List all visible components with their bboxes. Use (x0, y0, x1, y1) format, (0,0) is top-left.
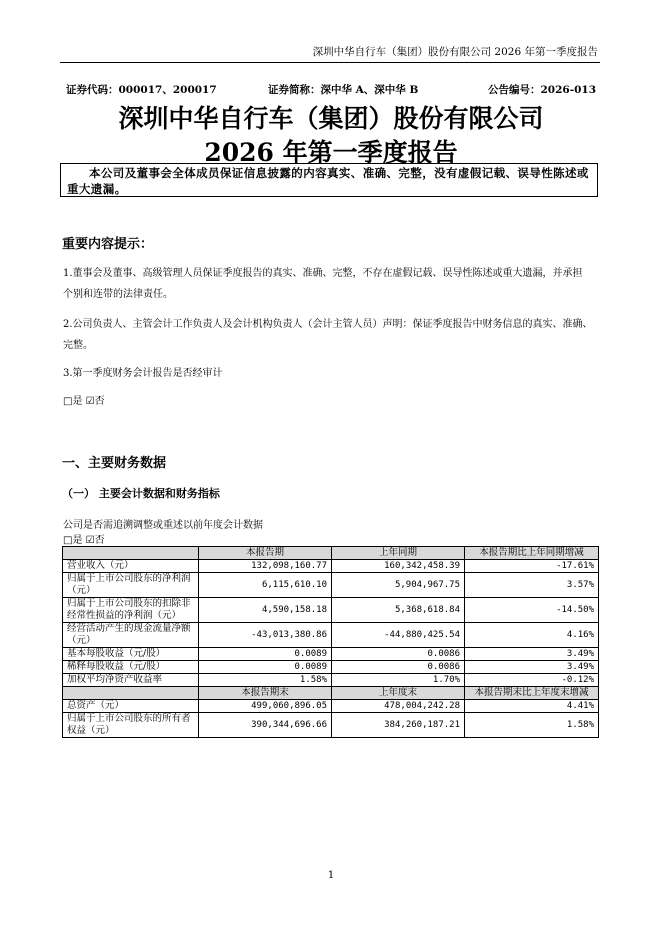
table-row (63, 648, 599, 661)
header-change: 本报告期末比上年度末增减 (465, 687, 599, 700)
stock-abbreviation: 证券简称：深中华 A、深中华 B (268, 84, 419, 96)
restate-checkbox: □是 ☑否 (63, 535, 105, 546)
running-header: 深圳中华自行车（集团）股份有限公司 2026 年第一季度报告 (312, 46, 598, 58)
current-value: 0.0089 (199, 648, 332, 661)
change-value: -14.50% (465, 598, 599, 623)
prior-value: 1.70% (332, 674, 465, 687)
change-value: 3.57% (465, 573, 599, 598)
important-item-1-line-2: 个别和连带的法律责任。 (63, 289, 173, 300)
prior-value: 0.0086 (332, 661, 465, 674)
table-row (63, 674, 599, 687)
prior-value: 160,342,458.39 (332, 560, 465, 573)
row-label: 总资产（元） (63, 700, 199, 713)
table-row (63, 700, 599, 713)
change-value: 3.49% (465, 648, 599, 661)
row-label: 归属于上市公司股东的净利润（元） (63, 573, 199, 598)
row-label: 稀释每股收益（元/股） (63, 661, 199, 674)
important-item-2-line-2: 完整。 (63, 340, 93, 351)
prior-value: 478,004,242.28 (332, 700, 465, 713)
change-value: 4.41% (465, 700, 599, 713)
important-item-2-line-1: 2.公司负责人、主管会计工作负责人及会计机构负责人（会计主管人员）声明：保证季度报告中财务信息的真实、准确、 (63, 319, 593, 330)
company-title: 深圳中华自行车（集团）股份有限公司 (118, 104, 544, 133)
row-label: 归属于上市公司股东的扣除非经常性损益的净利润（元） (63, 598, 199, 623)
change-value: 3.49% (465, 661, 599, 674)
header-period-end: 本报告期末 (199, 687, 332, 700)
stock-code: 证券代码：000017、200017 (66, 84, 217, 96)
current-value: 499,060,896.05 (199, 700, 332, 713)
current-value: 4,590,158.18 (199, 598, 332, 623)
important-title: 重要内容提示： (62, 237, 154, 252)
row-label: 营业收入（元） (63, 560, 199, 573)
change-value: -0.12% (465, 674, 599, 687)
row-label: 经营活动产生的现金流量净额（元） (63, 623, 199, 648)
audit-checkbox: □是 ☑否 (63, 396, 105, 407)
financial-data-table (62, 546, 599, 738)
important-item-1-line-1: 1.董事会及董事、高级管理人员保证季度报告的真实、准确、完整，不存在虚假记载、误导性陈述或重大遗漏，并承担 (63, 268, 583, 279)
table-header-row (63, 547, 599, 560)
header-change: 本报告期比上年同期增减 (465, 547, 599, 560)
subsection-title: （一） 主要会计数据和财务指标 (62, 487, 220, 500)
current-value: 390,344,696.66 (199, 713, 332, 738)
current-value: -43,013,380.86 (199, 623, 332, 648)
header-prior-period: 上年同期 (332, 547, 465, 560)
report-title: 2026 年第一季度报告 (204, 138, 458, 167)
important-item-3: 3.第一季度财务会计报告是否经审计 (63, 368, 223, 379)
table-row (63, 661, 599, 674)
current-value: 0.0089 (199, 661, 332, 674)
table-header-blank (63, 687, 199, 700)
change-value: -17.61% (465, 560, 599, 573)
table-row (63, 623, 599, 648)
header-current-period: 本报告期 (199, 547, 332, 560)
table-header-row (63, 687, 599, 700)
page-number: 1 (327, 870, 335, 881)
change-value: 4.16% (465, 623, 599, 648)
table-row (63, 560, 599, 573)
restate-question: 公司是否需追溯调整或重述以前年度会计数据 (63, 520, 263, 531)
header-divider (60, 62, 600, 63)
announcement-number: 公告编号：2026-013 (488, 84, 596, 96)
prior-value: 5,904,967.75 (332, 573, 465, 598)
current-value: 6,115,610.10 (199, 573, 332, 598)
table-row (63, 713, 599, 738)
section-title: 一、主要财务数据 (62, 456, 167, 471)
current-value: 132,098,160.77 (199, 560, 332, 573)
header-prior-year-end: 上年度末 (332, 687, 465, 700)
row-label: 基本每股收益（元/股） (63, 648, 199, 661)
prior-value: -44,880,425.54 (332, 623, 465, 648)
disclosure-notice (60, 163, 598, 197)
disclosure-notice-text: 本公司及董事会全体成员保证信息披露的内容真实、准确、完整，没有虚假记载、误导性陈述或重大遗漏。 (67, 166, 589, 196)
table-row (63, 598, 599, 623)
row-label: 加权平均净资产收益率 (63, 674, 199, 687)
prior-value: 384,260,187.21 (332, 713, 465, 738)
prior-value: 0.0086 (332, 648, 465, 661)
table-row (63, 573, 599, 598)
change-value: 1.58% (465, 713, 599, 738)
current-value: 1.58% (199, 674, 332, 687)
row-label: 归属于上市公司股东的所有者权益（元） (63, 713, 199, 738)
prior-value: 5,368,618.84 (332, 598, 465, 623)
table-header-blank (63, 547, 199, 560)
